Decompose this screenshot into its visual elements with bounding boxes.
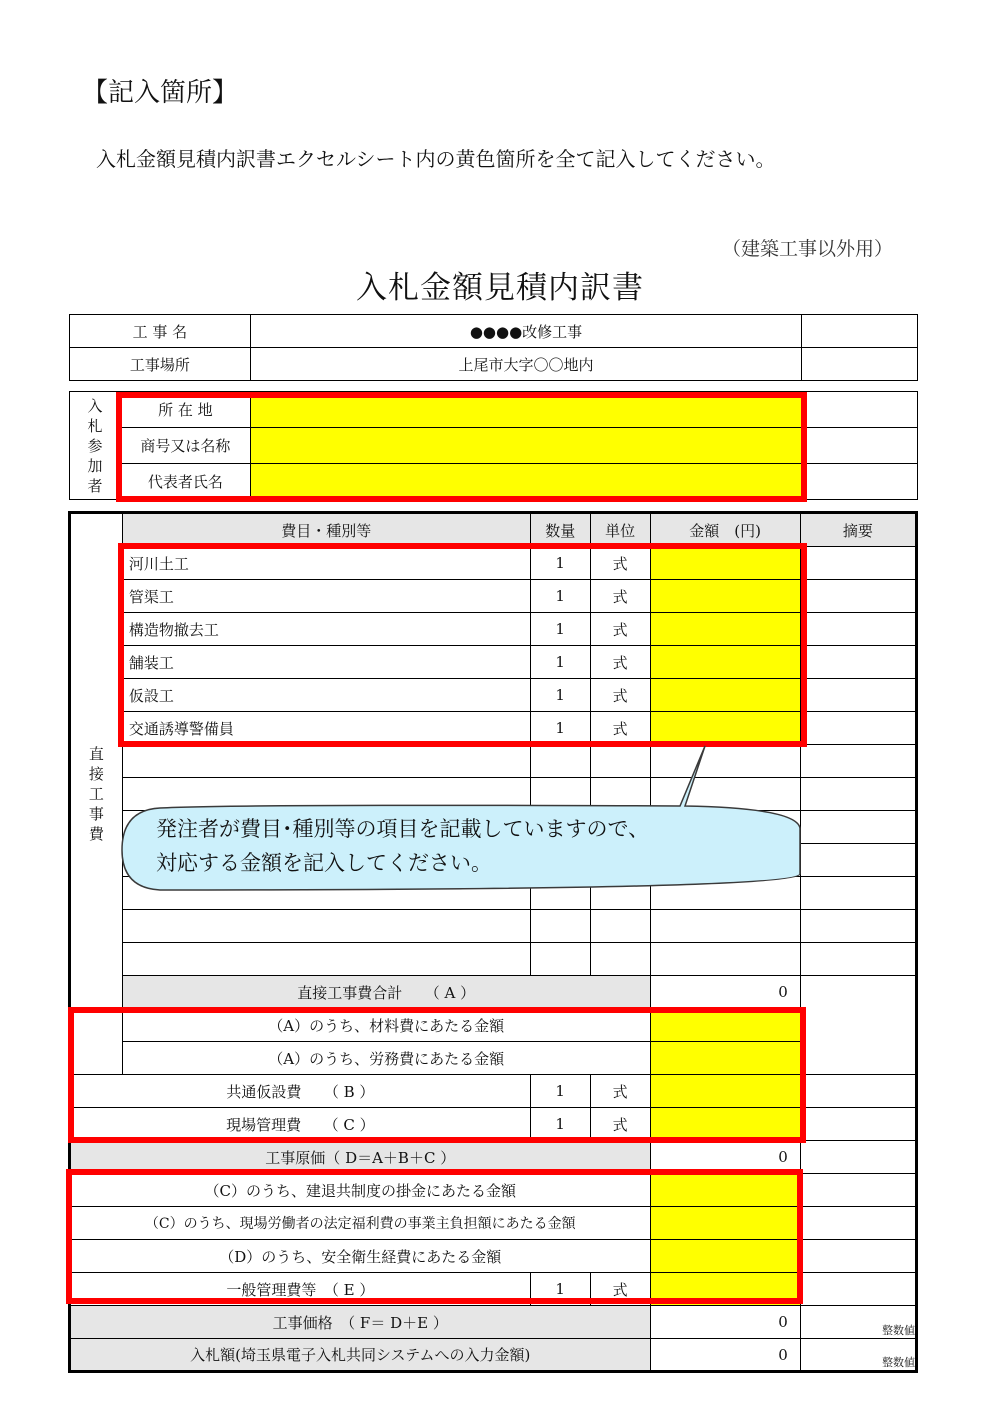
price-value: 0 (650, 1306, 800, 1339)
highlight-cost-breakdown (68, 1007, 806, 1143)
header-note: 摘要 (800, 513, 916, 547)
retire-label: （C）のうち、建退共制度の掛金にあたる金額 (70, 1174, 651, 1207)
callout-line-2: 対応する金額を記入してください。 (156, 851, 492, 875)
item-qty: 1 (530, 613, 590, 646)
item-name: 構造物撤去工 (122, 613, 530, 646)
header-qty: 数量 (530, 513, 590, 547)
instruction-text: 入札金額見積内訳書エクセルシート内の黄色箇所を全て記入してください。 (96, 147, 776, 171)
item-name: 河川土工 (122, 547, 530, 580)
item-unit: 式 (590, 613, 650, 646)
item-unit: 式 (590, 580, 650, 613)
item-unit: 式 (590, 679, 650, 712)
general-qty: 1 (530, 1273, 590, 1306)
labor-label: （A）のうち、労務費にあたる金額 (122, 1042, 650, 1075)
item-qty: 1 (530, 712, 590, 745)
item-name: 仮設工 (122, 679, 530, 712)
common-temp-qty: 1 (530, 1075, 590, 1108)
highlight-items (118, 543, 807, 747)
site-mgmt-unit: 式 (590, 1108, 650, 1141)
project-table (69, 314, 918, 381)
empty-row (70, 745, 917, 778)
item-name: 舗装工 (122, 646, 530, 679)
section-heading: 【記入箇所】 (82, 78, 239, 108)
item-qty: 1 (530, 646, 590, 679)
empty-row (70, 943, 917, 976)
callout-line-1: 発注者が費目･種別等の項目を記載していますので、 (156, 817, 650, 841)
bidder-company-label: 商号又は名称 (120, 428, 250, 464)
item-unit: 式 (590, 712, 650, 745)
document-title: 入札金額見積内訳書 (356, 270, 644, 306)
bidder-group-label: 入札参加者 (70, 392, 121, 500)
bid-label: 入札額(埼玉県電子入札共同システムへの入力金額) (70, 1339, 651, 1372)
bid-note: 整数値 (800, 1339, 916, 1372)
highlight-expense-breakdown (66, 1169, 803, 1304)
material-label: （A）のうち、材料費にあたる金額 (122, 1009, 650, 1042)
item-unit: 式 (590, 547, 650, 580)
direct-cost-side-label: 直接工事費 (70, 513, 123, 1075)
item-unit: 式 (590, 646, 650, 679)
common-temp-label: 共通仮設費 （ B ） (70, 1075, 531, 1108)
project-site-label: 工事場所 (70, 348, 251, 381)
highlight-bidder (116, 392, 807, 502)
header-unit: 単位 (590, 513, 650, 547)
price-note: 整数値 (800, 1306, 916, 1339)
item-name: 管渠工 (122, 580, 530, 613)
cost-value: 0 (650, 1141, 800, 1174)
bidder-rep-label: 代表者氏名 (120, 464, 250, 500)
general-label: 一般管理費等 （ E ） (70, 1273, 531, 1306)
common-temp-unit: 式 (590, 1075, 650, 1108)
cost-label: 工事原価（ D＝A＋B＋C ） (70, 1141, 651, 1174)
header-item: 費目・種別等 (122, 513, 530, 547)
bidder-address-label: 所 在 地 (120, 392, 250, 428)
price-label: 工事価格 （ F＝ D＋E ） (70, 1306, 651, 1339)
project-name-label: 工 事 名 (70, 315, 251, 348)
direct-total-value: 0 (650, 976, 800, 1009)
item-qty: 1 (530, 547, 590, 580)
welfare-label: （C）のうち、現場労働者の法定福利費の事業主負担額にあたる金額 (70, 1207, 651, 1240)
empty-row (70, 910, 917, 943)
header-amount: 金額 (円) (650, 513, 800, 547)
item-qty: 1 (530, 580, 590, 613)
usage-note: （建築工事以外用） (722, 238, 894, 260)
project-name-value: ●●●●改修工事 (250, 315, 801, 348)
site-mgmt-label: 現場管理費 （ C ） (70, 1108, 531, 1141)
safety-label: （D）のうち、安全衛生経費にあたる金額 (70, 1240, 651, 1273)
bid-value: 0 (650, 1339, 800, 1372)
general-unit: 式 (590, 1273, 650, 1306)
callout-text (156, 812, 649, 880)
site-mgmt-qty: 1 (530, 1108, 590, 1141)
project-site-value: 上尾市大字〇〇地内 (250, 348, 801, 381)
item-qty: 1 (530, 679, 590, 712)
item-name: 交通誘導警備員 (122, 712, 530, 745)
direct-total-label: 直接工事費合計 （ A ） (122, 976, 650, 1009)
